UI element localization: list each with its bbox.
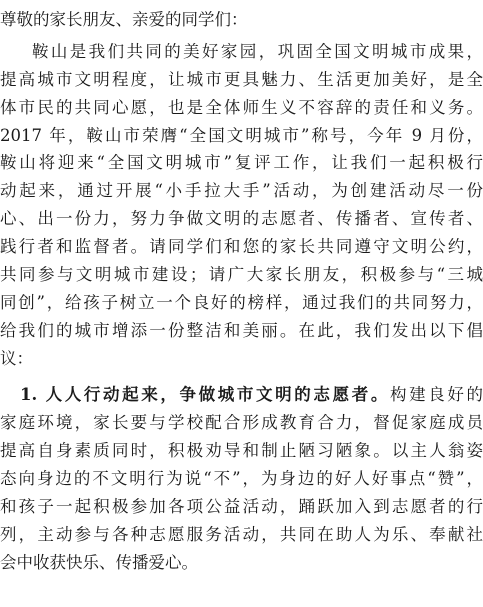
paragraph-line: 共同参与文明城市建设；请广大家长朋友，积极参与“三城 [0, 265, 483, 284]
item1-first-tail: 构建良好的 [389, 385, 483, 404]
paragraph-line: 鞍山是我们共同的美好家园，巩固全国文明城市成果， [32, 42, 483, 61]
salutation: 尊敬的家长朋友、亲爱的同学们： [0, 10, 248, 29]
paragraph-line: 同创”，给孩子树立一个良好的榜样，通过我们的共同努力， [0, 293, 483, 312]
paragraph-line: 动起来，通过开展“小手拉大手”活动，为创建活动尽一份 [0, 181, 483, 200]
paragraph-line: 体市民的共同心愿，也是全体师生义不容辞的责任和义务。 [0, 98, 483, 117]
paragraph-line: 心、出一份力，努力争做文明的志愿者、传播者、宣传者、 [0, 209, 483, 228]
paragraph-line: 践行者和监督者。请同学们和您的家长共同遵守文明公约， [0, 237, 483, 256]
paragraph-line: 家庭环境，家长要与学校配合形成教育合力，督促家庭成员 [0, 413, 483, 432]
paragraph-line: 议： [0, 349, 33, 368]
paragraph-line: 态向身边的不文明行为说“不”，为身边的好人好事点“赞”， [0, 469, 483, 488]
paragraph-line: 和孩子一起积极参加各项公益活动，踊跃加入到志愿者的行 [0, 497, 483, 516]
paragraph-line: 提高城市文明程度，让城市更具魅力、生活更加美好，是全 [0, 70, 483, 89]
paragraph-line: 鞍山将迎来“全国文明城市”复评工作，让我们一起积极行 [0, 153, 483, 172]
paragraph-line: 给我们的城市增添一份整洁和美丽。在此，我们发出以下倡 [0, 321, 483, 340]
paragraph-line: 列，主动参与各种志愿服务活动，共同在助人为乐、奉献社 [0, 525, 483, 544]
paragraph-line: 会中收获快乐、传播爱心。 [0, 553, 198, 572]
paragraph-line: 2017 年，鞍山市荣膺“全国文明城市”称号，今年 9 月份， [0, 126, 483, 145]
item1-first-line [0, 385, 483, 405]
paragraph-line: 提高自身素质同时，积极劝导和制止陋习陋象。以主人翁姿 [0, 441, 483, 460]
item1-heading: 1. 人人行动起来，争做城市文明的志愿者。 [20, 385, 390, 404]
